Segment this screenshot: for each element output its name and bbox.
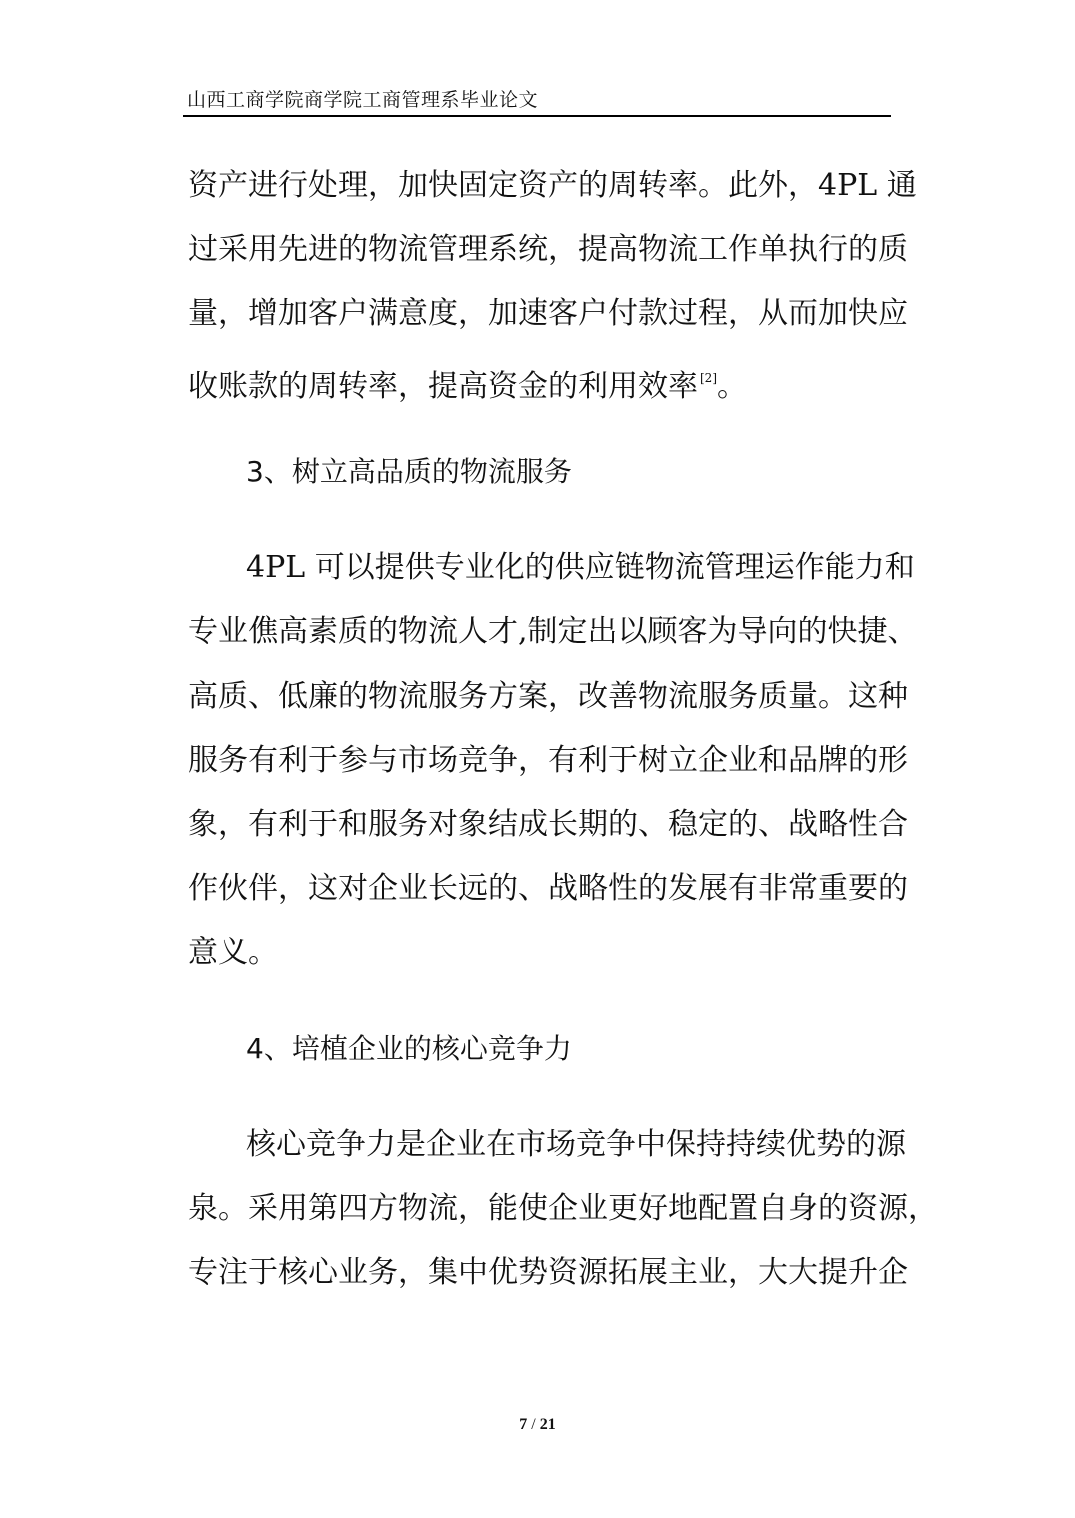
s3-line-4: 服务有利于参与市场竞争，有利于树立企业和品牌的形	[188, 743, 908, 778]
s4-line-3: 专注于核心业务，集中优势资源拓展主业，大大提升企	[188, 1255, 908, 1290]
page-separator: /	[527, 1416, 540, 1433]
header-title: 山西工商学院商学院工商管理系毕业论文	[187, 89, 539, 111]
para1-line-4-text: 收账款的周转率，提高资金的利用效率	[188, 369, 698, 404]
s3-line-6: 作伙伴，这对企业长远的、战略性的发展有非常重要的	[188, 871, 908, 906]
s3-line-1: 4PL 可以提供专业化的供应链物流管理运作能力和	[246, 550, 915, 585]
s4-line-2: 泉。采用第四方物流，能使企业更好地配置自身的资源，	[188, 1191, 938, 1226]
para1-line-4	[188, 358, 888, 407]
s3-line-2: 专业僬高素质的物流人才,制定出以顾客为导向的快捷、	[188, 614, 918, 649]
para1-line-2: 过采用先进的物流管理系统，提高物流工作单执行的质	[188, 232, 908, 267]
total-pages: 21	[539, 1416, 556, 1433]
current-page: 7	[519, 1416, 528, 1433]
para1-line-3: 量，增加客户满意度，加速客户付款过程，从而加快应	[188, 296, 908, 331]
section-4-heading: 4、培植企业的核心竞争力	[246, 1032, 572, 1065]
citation-ref: [2]	[700, 371, 717, 385]
s3-line-5: 象，有利于和服务对象结成长期的、稳定的、战略性合	[188, 807, 908, 842]
para1-line-4-end: 。	[717, 369, 747, 404]
s4-line-1: 核心竞争力是企业在市场竞争中保持持续优势的源	[246, 1127, 906, 1162]
para1-line-1: 资产进行处理，加快固定资产的周转率。此外，4PL 通	[188, 168, 917, 203]
section-3-heading: 3、树立高品质的物流服务	[246, 455, 572, 488]
page-number	[0, 1416, 1075, 1434]
s3-line-7: 意义。	[188, 935, 278, 970]
header-rule	[183, 115, 891, 117]
s3-line-3: 高质、低廉的物流服务方案，改善物流服务质量。这种	[188, 679, 908, 714]
